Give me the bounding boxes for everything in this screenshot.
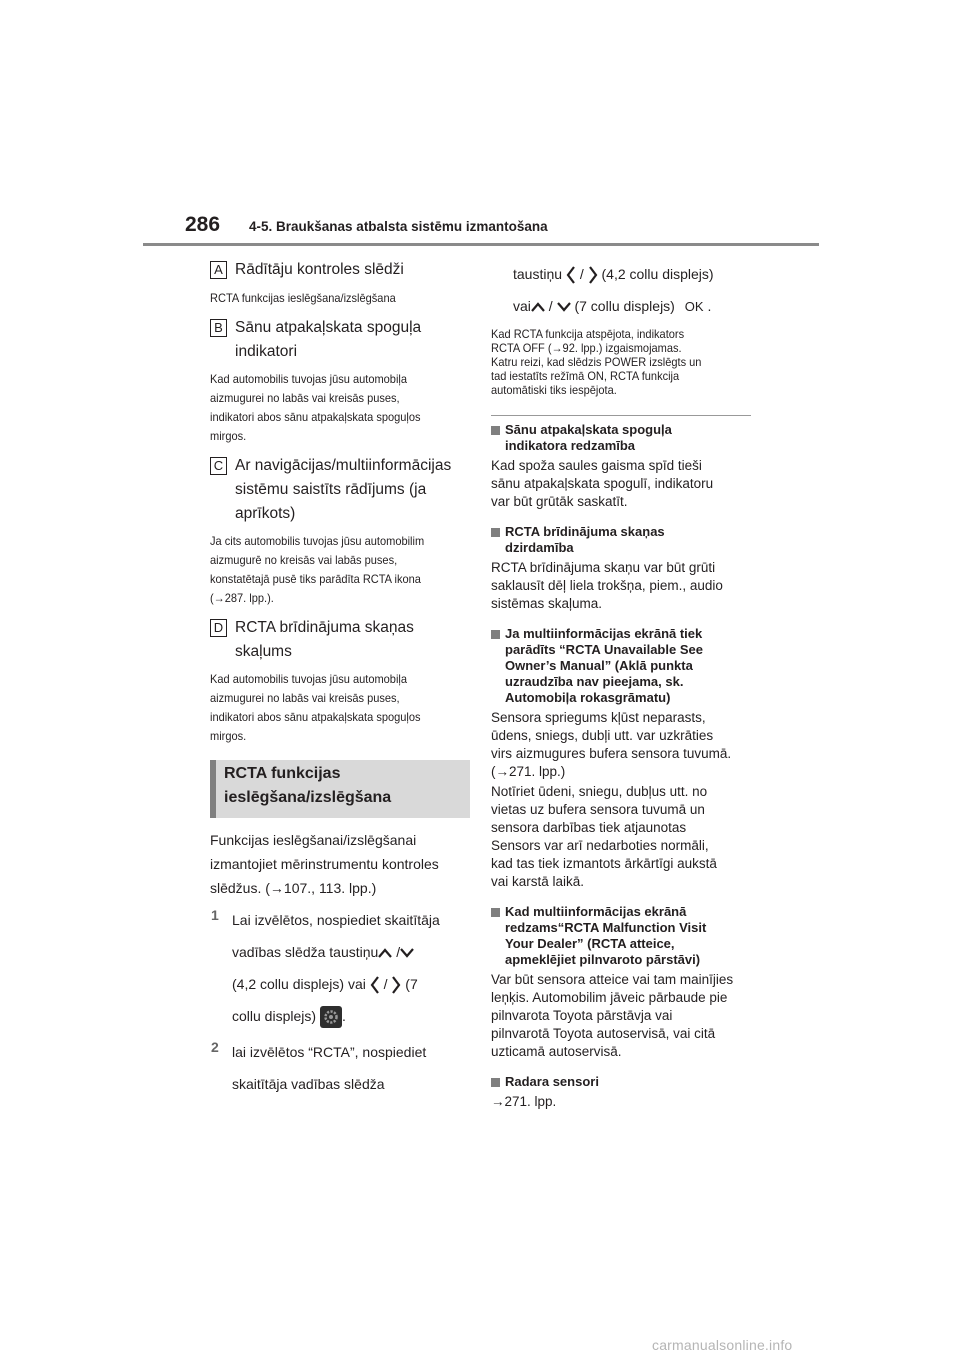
note-line: Katru reizi, kad slēdzis POWER izslēgts un [491,355,702,369]
paragraph-line: saklausīt dēļ liela trokšņa, piem., audio [491,578,723,593]
paragraph-line: sistēmas skaļuma. [491,596,603,611]
note-line: RCTA OFF (→92. lpp.) izgaismojamas. [491,341,682,355]
step-1 [210,904,470,1032]
section-heading-box [210,760,470,818]
paragraph-line: pilnvarota Toyota pārstāvja vai [491,1008,673,1023]
ok-icon: OK [684,299,704,314]
gear-icon [320,1006,342,1028]
paragraph-line: Kad spoža saules gaisma spīd tieši [491,458,702,473]
chevron-down-icon [557,301,571,313]
left-column [210,258,470,1100]
item-letter-badge: A [210,261,227,279]
section-divider [491,415,751,416]
section-title-line: RCTA funkcijas [224,765,341,782]
paragraph-line: RCTA brīdinājuma skaņu var būt grūti [491,560,716,575]
item-description-line: mirgos. [210,729,247,743]
item-description-line: aizmugurei no labās vai kreisās puses, [210,391,400,405]
paragraph-line: vai karstā laikā. [491,874,585,889]
continued-line [491,258,751,290]
item-description-line: konstatētajā pusē tiks parādīta RCTA ikona [210,572,421,586]
paragraph-line: virs aizmugures bufera sensora tuvumā. [491,746,732,761]
step-line: lai izvēlētos “RCTA”, nospiediet [232,1044,427,1060]
labeled-item [210,316,470,446]
watermark: carmanualsonline.info [652,1337,793,1353]
rcta-off-note [491,327,751,397]
cont-text: taustiņu [513,266,563,282]
item-description [210,670,470,746]
item-title-line: Ar navigācijas/multiinformācijas [235,457,452,474]
cont-text: (4,2 collu displejs) [601,266,714,282]
square-bullet-icon [491,528,500,537]
subsection-heading [491,524,751,556]
step-text: . [341,1008,346,1024]
cont-text: . [707,298,712,314]
item-description-line: Ja cits automobilis tuvojas jūsu automobilim [210,534,425,548]
cont-text: (7 collu displejs) [574,298,675,314]
item-title-line: skaļums [235,643,292,660]
subsection-paragraph [491,458,751,510]
step-line: Lai izvēlētos, nospiediet skaitītāja [232,912,440,928]
item-title-line: indikatori [235,343,298,360]
paragraph-line: Var būt sensora atteice vai tam mainījies [491,972,734,987]
chevron-right-icon [391,976,401,994]
subsection-heading [491,1074,751,1090]
continued-line [491,290,751,323]
section-title-line: ieslēgšana/izslēgšana [224,789,392,806]
intro-line: slēdžus. (→107., 113. lpp.) [210,880,377,896]
intro-line: Funkcijas ieslēgšanai/izslēgšanai [210,832,417,848]
item-description-line: indikatori abos sānu atpakaļskata spoguļos [210,410,421,424]
paragraph-line: Sensors var arī nedarboties normāli, [491,838,709,853]
step-text: vadības slēdža taustiņu [232,944,379,960]
item-description-line: Kad automobilis tuvojas jūsu automobiļa [210,672,407,686]
paragraph-line: Notīriet ūdeni, sniegu, dubļus utt. no [491,784,708,799]
labeled-item [210,454,470,608]
note-line: tad iestatīts režīmā ON, RCTA funkcija [491,369,680,383]
chevron-up-icon [378,947,392,959]
subsection-heading-line: apmeklējiet pilnvaroto pārstāvi) [505,952,701,967]
subsection-heading-line: Radara sensori [505,1074,599,1089]
right-column [491,258,751,1118]
step-text: / [379,976,392,992]
item-description-line: (→287. lpp.). [210,591,274,605]
item-description [210,532,470,608]
item-description-line: aizmugurē no kreisās vai labās puses, [210,553,398,567]
paragraph-line: sānu atpakaļskata spogulī, indikatoru [491,476,714,491]
subsection-heading-line: Your Dealer” (RCTA atteice, [505,936,675,951]
cont-text: / [544,298,557,314]
paragraph-line: var būt grūtāk saskatīt. [491,494,628,509]
square-bullet-icon [491,908,500,917]
item-letter-badge: B [210,319,227,337]
subsection-heading-line: dzirdamība [505,540,574,555]
paragraph-line: →271. lpp. [491,1094,557,1109]
intro-paragraph [210,828,470,900]
page-number: 286 [185,213,221,236]
subsection-heading-line: Automobiļa rokasgrāmatu) [505,690,671,705]
square-bullet-icon [491,630,500,639]
note-line: Kad RCTA funkcija atspējota, indikators [491,327,685,341]
item-title-line: Rādītāju kontroles slēdži [235,261,404,278]
item-description [210,370,470,446]
chevron-left-icon [370,976,380,994]
labeled-item [210,258,470,308]
cont-text: / [575,266,588,282]
subsection-heading-line: RCTA brīdinājuma skaņas [505,524,665,539]
step-line [232,968,470,1000]
subsection-heading-line: Ja multiinformācijas ekrānā tiek [505,626,703,641]
step-number: 2 [211,1039,219,1055]
chapter-title: 4-5. Braukšanas atbalsta sistēmu izmantošana [249,219,548,234]
item-description-line: aizmugurei no labās vai kreisās puses, [210,691,400,705]
subsection-paragraph [491,784,751,890]
step-2 [210,1036,470,1100]
subsection-heading-line: redzams“RCTA Malfunction Visit [505,920,707,935]
subsection-heading-line: Sānu atpakaļskata spoguļa [505,422,672,437]
step-text: (7 [401,976,418,992]
subsection-heading [491,626,751,706]
note-line: automātiski tiks iespējota. [491,383,617,397]
paragraph-line: ūdens, sniegs, dubļi utt. var uzkrāties [491,728,714,743]
paragraph-line: sensora darbības tiek atjaunotas [491,820,687,835]
subsection-heading-line: Owner’s Manual” (Aklā punkta [505,658,693,673]
subsection-paragraph [491,560,751,612]
step-line [232,1000,470,1032]
step-line: skaitītāja vadības slēdža [232,1076,385,1092]
paragraph-line: leņķis. Automobilim jāveic pārbaude pie [491,990,728,1005]
item-letter-badge: D [210,619,227,637]
square-bullet-icon [491,426,500,435]
paragraph-line: (→271. lpp.) [491,764,566,779]
item-title-line: Sānu atpakaļskata spoguļa [235,319,422,336]
step-text: / [392,944,401,960]
item-letter-badge: C [210,457,227,475]
chevron-left-icon [566,266,576,284]
intro-line: izmantojiet mērinstrumentu kontroles [210,856,439,872]
paragraph-line: pilnvarotā Toyota autoservisā, vai citā [491,1026,716,1041]
subsection-paragraph [491,972,751,1060]
item-title-line: aprīkots) [235,505,296,522]
paragraph-line: uzticamā autoservisā. [491,1044,622,1059]
chevron-down-icon [400,947,414,959]
step-text: (4,2 collu displejs) vai [232,976,366,992]
paragraph-line: vietas uz bufera sensora tuvumā un [491,802,705,817]
subsection-heading [491,422,751,454]
chevron-up-icon [531,301,545,313]
step-line [232,936,470,968]
item-description-line: indikatori abos sānu atpakaļskata spoguļos [210,710,421,724]
item-description-line: Kad automobilis tuvojas jūsu automobiļa [210,372,407,386]
labeled-item [210,616,470,746]
item-description-line: mirgos. [210,429,247,443]
item-description [210,288,470,308]
chevron-right-icon [588,266,598,284]
paragraph-line: kad tas tiek izmantots ārkārtīgi aukstā [491,856,717,871]
subsection-paragraph [491,1094,751,1110]
paragraph-line: Sensora spriegums kļūst neparasts, [491,710,706,725]
item-title-line: RCTA brīdinājuma skaņas [235,619,414,636]
subsection-heading-line: parādīts “RCTA Unavailable See [505,642,703,657]
subsection-paragraph [491,710,751,780]
subsection-heading-line: indikatora redzamība [505,438,636,453]
subsection-heading-line: uzraudzība nav pieejama, sk. [505,674,684,689]
square-bullet-icon [491,1078,500,1087]
step-text: collu displejs) [232,1008,317,1024]
item-description-line: RCTA funkcijas ieslēgšana/izslēgšana [210,291,396,305]
subsection-heading [491,904,751,968]
step-number: 1 [211,907,219,923]
subsection-heading-line: Kad multiinformācijas ekrānā [505,904,687,919]
cont-text: vai [513,298,531,314]
header-divider [143,243,819,246]
item-title-line: sistēmu saistīts rādījums (ja [235,481,427,498]
